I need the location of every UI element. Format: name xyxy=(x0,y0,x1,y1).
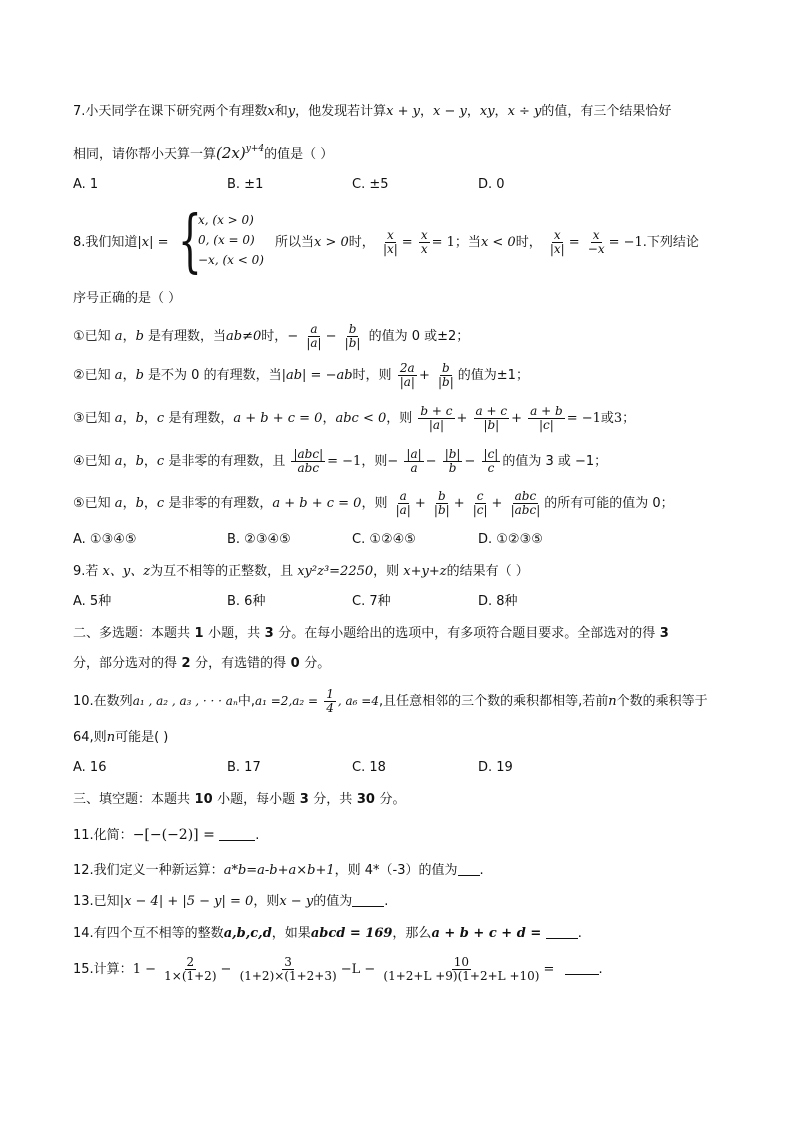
q10-option-d: D. 19 xyxy=(478,760,513,775)
q10-option-a: A. 16 xyxy=(73,760,107,775)
s4-frac-3: $\frac{|c|}{c}$ xyxy=(483,447,499,475)
q14-line: 14.有四个互不相等的整数a,b,c,d，如果abcd = 169，那么a + b + c + d = . xyxy=(73,926,582,941)
q15-frac-3: $\frac{10}{(1+2+L +9)(1+2+L +10)}$ xyxy=(383,955,540,983)
q11-answer-blank[interactable] xyxy=(219,840,255,841)
q15-answer-blank[interactable] xyxy=(565,974,599,975)
q9-line: 9.若 x、y、z为互不相等的正整数，且 xy²z³=2250，则 x+y+z的结果有（ ） xyxy=(73,564,529,579)
q13-line: 13.已知|x − 4| + |5 − y| = 0，则x − y的值为 . xyxy=(73,894,389,909)
q12-answer-blank[interactable] xyxy=(458,875,480,876)
q8-line1-rest: 所以当x > 0时， $\frac{x}{|x|}$ = $\frac{x}{x}$ = 1；当x < 0时， $\frac{x}{|x|}$ = $\frac{x}{-x}$ = −1.下列结论 xyxy=(275,228,699,256)
q8-brace: { xyxy=(178,202,202,281)
s4-frac-0: |abc| abc xyxy=(293,447,324,475)
q8-option-c: C. ①②④⑤ xyxy=(352,532,416,547)
section-3-line: 三、填空题：本题共 10 小题，每小题 3 分，共 30 分。 xyxy=(73,792,406,807)
q8-option-d: D. ①②③⑤ xyxy=(478,532,543,547)
q12-line: 12.我们定义一种新运算：a*b=a-b+a×b+1，则 4*（-3）的值为 . xyxy=(73,863,484,878)
s2-frac-1: $\frac{2a}{|a|}$ xyxy=(399,361,415,389)
s5-frac-3: $\frac{c}{|c|}$ xyxy=(472,489,488,517)
q13-answer-blank[interactable] xyxy=(352,906,384,907)
q8-option-a: A. ①③④⑤ xyxy=(73,532,137,547)
s1-frac-2: $\frac{b}{|b|}$ xyxy=(344,322,361,350)
section-2-line2: 分，部分选对的得 2 分，有选错的得 0 分。 xyxy=(73,656,331,671)
q7-option-b: B. ±1 xyxy=(227,177,264,192)
q8-case-2: 0, (x = 0) xyxy=(198,233,255,247)
q10-line1: 10.在数列a₁ , a₂ , a₃ , · · · aₙ中,a₁ =2,a₂ = $\frac{1}{4}$ , a₆ =4,且任意相邻的三个数的乘积都相等,若前n个数的乘积等于 xyxy=(73,687,708,715)
q15-line: 15.计算：1 − $\frac{2}{1\times(1+2)}$ − $\frac{3}{(1+2)\times(1+2+3)}$ −L − $\frac{10}{(1+2+L +9)(1+2+L +10)}$ = . xyxy=(73,955,603,983)
s5-frac-2: $\frac{b}{|b|}$ xyxy=(433,489,450,517)
q8-frac-2: $\frac{x}{x}$ xyxy=(420,228,428,256)
s3-frac-1: $\frac{b + c}{|a|}$ xyxy=(420,404,453,432)
q15-frac-2: $\frac{3}{(1+2)\times(1+2+3)}$ xyxy=(239,955,337,983)
q8-case-3: −x, (x < 0) xyxy=(198,253,264,267)
q10-option-b: B. 17 xyxy=(227,760,261,775)
q8-prefix: 8.我们知道|x| = xyxy=(73,235,169,250)
q9-option-a: A. 5种 xyxy=(73,594,112,609)
q7-line2: 相同，请你帮小天算一算$(2x)^{y+4}$的值是（ ） xyxy=(73,144,334,162)
s5-frac-1: $\frac{a}{|a|}$ xyxy=(395,489,411,517)
q14-answer-blank[interactable] xyxy=(546,938,578,939)
s1-frac-1: $\frac{a}{|a|}$ xyxy=(306,322,322,350)
q9-option-b: B. 6种 xyxy=(227,594,266,609)
q8-statement-5: ⑤已知 a，b，c 是非零的有理数，a + b + c = 0，则 $\frac{a}{|a|}$ + $\frac{b}{|b|}$ + $\frac{c}{|c|}$ + abc |abc| 的所有可能的值为 0； xyxy=(73,489,674,517)
s5-frac-4: abc |abc| xyxy=(510,489,541,517)
s4-frac-2: $\frac{|b|}{b}$ xyxy=(444,447,461,475)
s3-frac-2: $\frac{a + c}{|b|}$ xyxy=(475,404,508,432)
q8-frac-4: $\frac{x}{-x}$ xyxy=(587,228,605,256)
q7-option-a: A. 1 xyxy=(73,177,99,192)
section-2-line1: 二、多选题：本题共 1 小题，共 3 分。在每小题给出的选项中，有多项符合题目要求。全部选对的得 3 xyxy=(73,626,669,641)
q8-statement-1: ①已知 a，b 是有理数，当ab≠0时，− $\frac{a}{|a|}$ − $\frac{b}{|b|}$ 的值为 0 或±2； xyxy=(73,322,470,350)
s2-frac-2: $\frac{b}{|b|}$ xyxy=(438,361,454,389)
q9-option-d: D. 8种 xyxy=(478,594,518,609)
q10-frac: $\frac{1}{4}$ xyxy=(326,687,334,715)
q7-line1: 7.小天同学在课下研究两个有理数x和y，他发现若计算x + y，x − y，xy，x ÷ y的值，有三个结果恰好 xyxy=(73,104,672,119)
s4-frac-1: $\frac{|a|}{a}$ xyxy=(406,447,422,475)
q8-line2: 序号正确的是（ ） xyxy=(73,291,182,306)
q8-case-1: x, (x > 0) xyxy=(198,213,254,227)
q8-statement-2: ②已知 a，b 是不为 0 的有理数，当|ab| = −ab时，则 $\frac{2a}{|a|}$ + $\frac{b}{|b|}$ 的值为±1； xyxy=(73,361,529,389)
q11-line: 11.化简：−[−(−2)] = . xyxy=(73,827,260,843)
q10-option-c: C. 18 xyxy=(352,760,386,775)
s3-frac-3: $\frac{a + b}{|c|}$ xyxy=(530,404,563,432)
q8-frac-1: $\frac{x}{|x|}$ xyxy=(382,228,398,256)
q8-statement-3: ③已知 a，b，c 是有理数，a + b + c = 0，abc < 0，则 $\frac{b + c}{|a|}$ + $\frac{a + c}{|b|}$ + $\frac{a + b}{|c|}$ = −1或3； xyxy=(73,404,636,432)
q8-frac-3: $\frac{x}{|x|}$ xyxy=(549,228,565,256)
q15-frac-1: $\frac{2}{1\times(1+2)}$ xyxy=(164,955,217,983)
q7-option-c: C. ±5 xyxy=(352,177,389,192)
q8-statement-4: ④已知 a，b，c 是非零的有理数，且 |abc| abc = −1，则− $\frac{|a|}{a}$ − $\frac{|b|}{b}$ − $\frac{|c|}{c}$ 的值为 3 或 −1； xyxy=(73,447,608,475)
q8-option-b: B. ②③④⑤ xyxy=(227,532,291,547)
q10-line2: 64,则n可能是( ) xyxy=(73,730,169,745)
q9-option-c: C. 7种 xyxy=(352,594,391,609)
q7-option-d: D. 0 xyxy=(478,177,505,192)
